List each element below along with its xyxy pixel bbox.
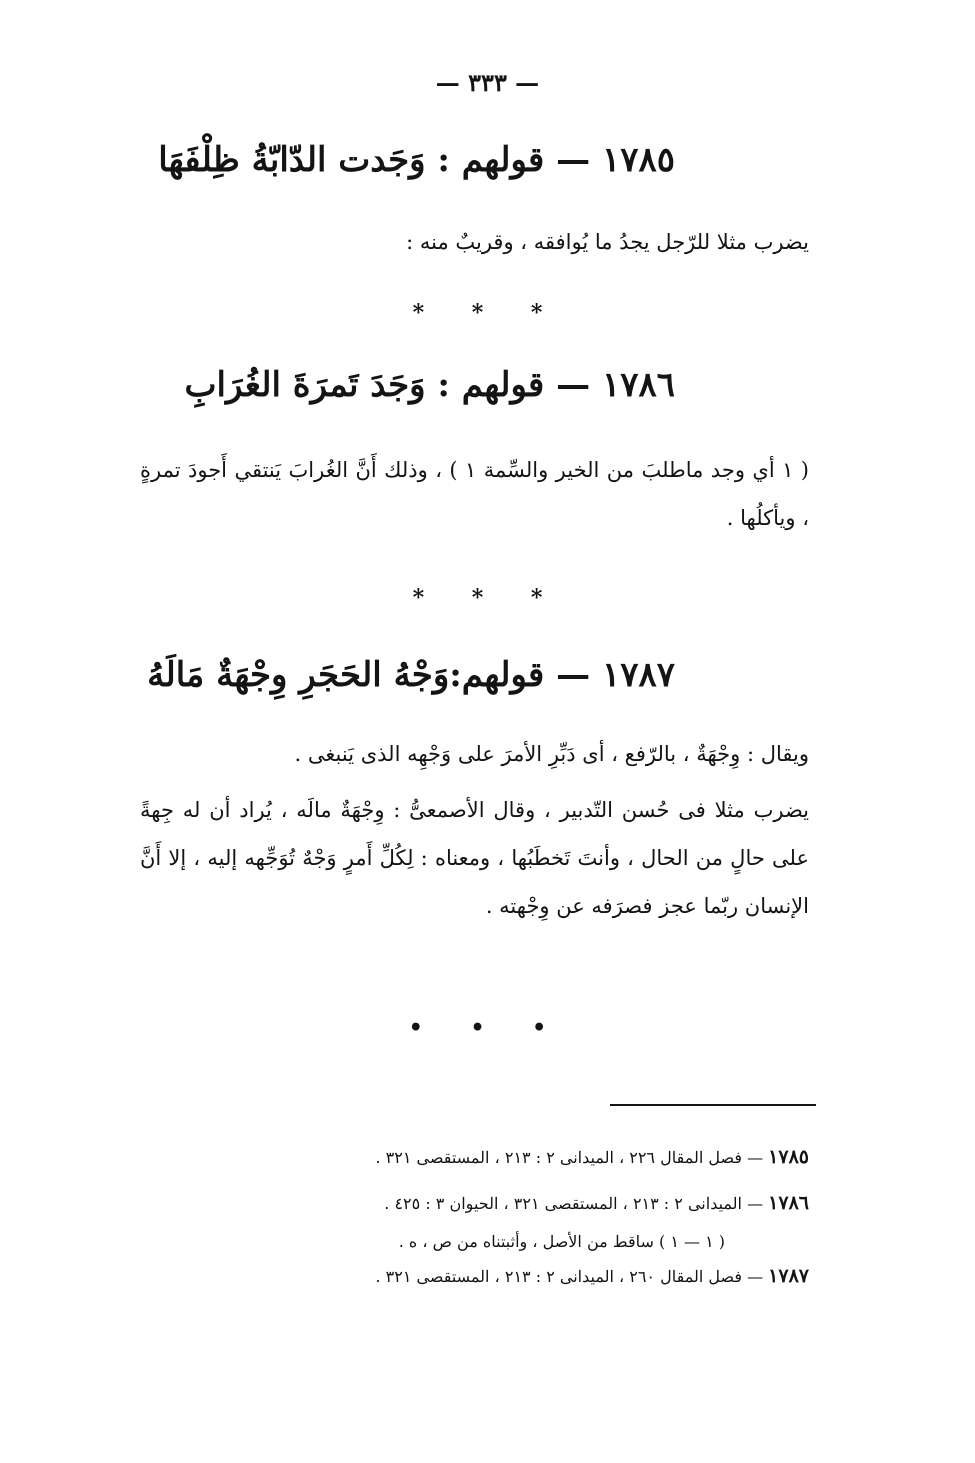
section-separator: * * * [412, 300, 563, 326]
footnote-number: ١٧٨٦ [768, 1192, 809, 1214]
paragraph: ويقال : وِجْهَةٌ ، بالرّفع ، أى دَبِّرِ الأمرَ على وَجْهِه الذى يَنبغى . [294, 742, 809, 766]
section-separator: * * * [412, 585, 563, 611]
paragraph: ( ١ أي وجد ماطلبَ من الخير والسِّمة ١ ) ، وذلك أَنَّ الغُرابَ يَنتقي أَجودَ تمرةٍ ، ويأكلُها . [140, 458, 809, 530]
footnote-text: ( ١ — ١ ) ساقط من الأصل ، وأثبتناه من ص ، ه . [398, 1232, 725, 1251]
footnote-1786 [260, 1192, 809, 1214]
page-number: — ٣٣٣ — [435, 68, 540, 97]
footnote-text: — فصل المقال ٢٢٦ ، الميدانى ٢ : ٢١٣ ، المستقصى ٣٢١ . [375, 1148, 764, 1167]
entry-title-1786: ١٧٨٦ — قولهم : وَجَدَ تَمرَةَ الغُرَابِ [184, 365, 675, 405]
footnote-1786-note [260, 1232, 725, 1251]
entry-title-1787: ١٧٨٧ — قولهم:وَجْهُ الحَجَرِ وِجْهَةٌ مَالَهُ [147, 655, 675, 695]
paragraph: يضرب مثلا للرّجل يجدُ ما يُوافقه ، وقريبٌ منه : [406, 230, 809, 254]
entry-body-1787 [140, 730, 809, 930]
footnote-number: ١٧٨٥ [768, 1146, 809, 1168]
footnote-rule [610, 1104, 816, 1106]
footnote-text: — فصل المقال ٢٦٠ ، الميدانى ٢ : ٢١٣ ، المستقصى ٣٢١ . [375, 1267, 764, 1286]
entry-body-1785 [140, 218, 809, 266]
section-separator: • • • [408, 1015, 567, 1041]
entry-title-1785: ١٧٨٥ — قولهم : وَجَدت الدّابّةُ ظِلْفَهَا [158, 140, 675, 180]
footnote-1785 [260, 1146, 809, 1168]
footnote-1787 [260, 1265, 809, 1287]
paragraph: يضرب مثلا فى حُسن التّدبير ، وقال الأصمعىُّ : وِجْهَةٌ مالَه ، يُراد أن له جِهةً على حالٍ من الحال ، وأنتَ تَخطَبُها ، ومعناه : لِكُلِّ أَمرٍ وَجْهٌ تُوَجِّهه إليه ، إلا أَنَّ الإنسان ربّما عجز فصرَفه عن وِجْهته . [140, 798, 809, 918]
entry-body-1786 [140, 446, 809, 542]
footnote-text: — الميدانى ٢ : ٢١٣ ، المستقصى ٣٢١ ، الحيوان ٣ : ٤٢٥ . [384, 1194, 764, 1213]
footnote-number: ١٧٨٧ [768, 1265, 809, 1287]
